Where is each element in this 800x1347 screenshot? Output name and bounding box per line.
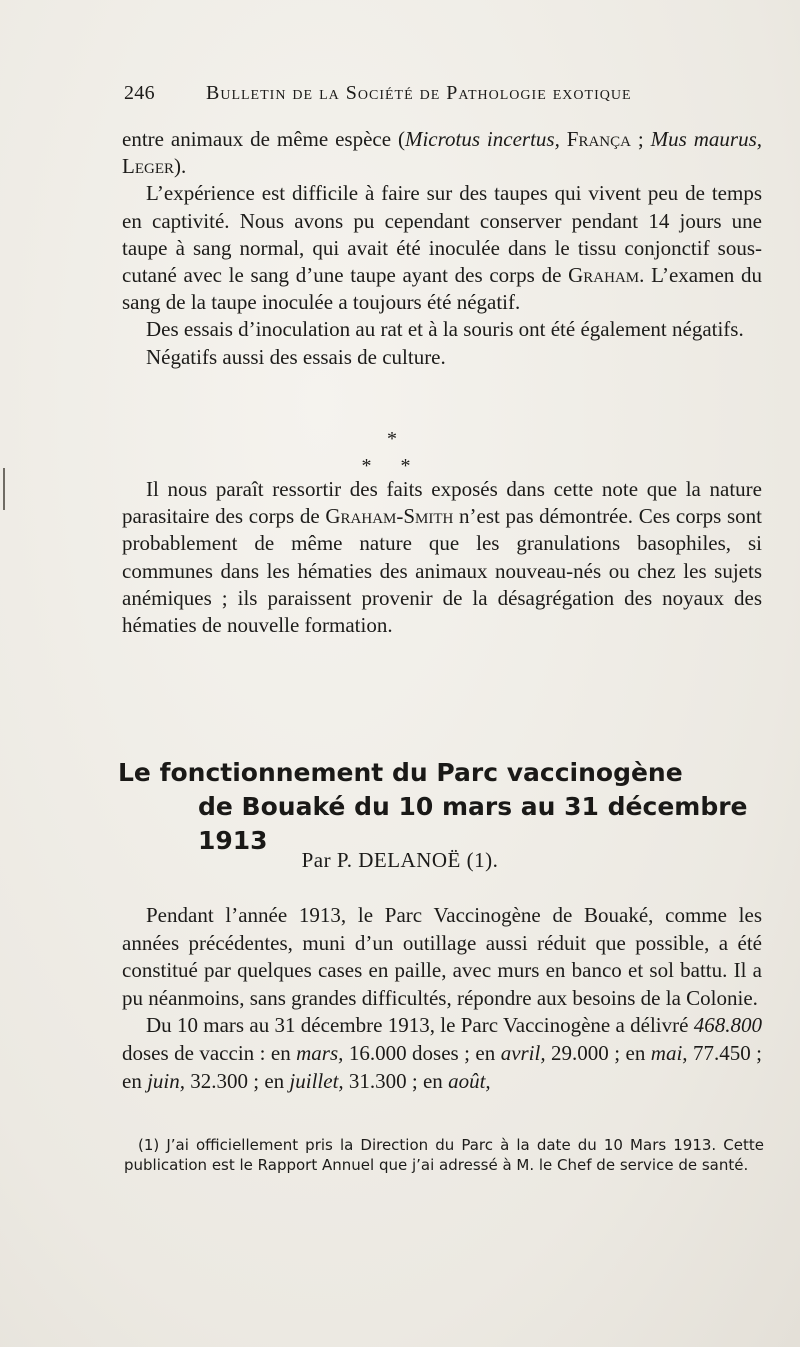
paragraph-conclusion: Il nous paraît ressortir des faits exposés dans cette note que la nature parasitaire des corps de Graham-Smith n’est pas démontrée. Ces corps sont probablement de même nature que les granulations basophiles, si communes dans les hématies des animaux nouveau-nés ou chez les sujets anémiques ; ils paraissent provenir de la désagrégation des noyaux des hématies de nouvelle formation. bbox=[122, 477, 763, 638]
author-graham-smith: Graham-Smith bbox=[325, 504, 454, 529]
paragraph-species: entre animaux de même espèce (Microtus incertus, França ; Mus maurus, Leger). bbox=[122, 127, 762, 179]
month-mars: mars, bbox=[296, 1040, 344, 1065]
paragraph-doses: Du 10 mars au 31 décembre 1913, le Parc Vaccinogène a délivré 468.800 doses de vaccin : en mars, 16.000 doses ; en avril, 29.000 ; en mai, 77.450 ; en juin, 32.300 ; en juillet, 31.300 ; en août, bbox=[122, 1013, 762, 1093]
paragraph-culture: Négatifs aussi des essais de culture. bbox=[146, 344, 446, 369]
article-title-line2: de Bouaké du 10 mars au 31 décembre 1913 bbox=[198, 792, 748, 855]
month-juillet: juillet, bbox=[289, 1068, 344, 1093]
article-title-line1: Le fonctionnement du Parc vaccinogène bbox=[118, 758, 683, 787]
footnote bbox=[124, 1136, 764, 1175]
conclusion-text bbox=[122, 476, 762, 639]
article-author: Par P. DELANOË (1). bbox=[301, 848, 499, 872]
month-mai: mai, bbox=[650, 1040, 688, 1065]
author-leger: Leger bbox=[122, 154, 174, 179]
article-title bbox=[118, 756, 778, 858]
month-aout: août, bbox=[448, 1068, 491, 1093]
month-avril: avril, bbox=[500, 1040, 546, 1065]
page-edge-mark bbox=[3, 468, 5, 510]
article-body bbox=[122, 902, 762, 1095]
running-title: Bulletin de la Société de Pathologie exotique bbox=[206, 82, 632, 104]
page-number: 246 bbox=[124, 82, 155, 104]
separator-asterisk-top: * bbox=[387, 428, 397, 450]
continued-text bbox=[122, 126, 762, 371]
separator-asterisk-bottom: * * bbox=[361, 455, 423, 477]
total-doses: 468.800 bbox=[693, 1013, 762, 1038]
paragraph-experience: L’expérience est difficile à faire sur des taupes qui vivent peu de temps en captivité. Nous avons pu cependant conserver pendant 14 jours une taupe à sang normal, qui avait été inoculée dans le tissu conjonctif sous-cutané avec le sang d’une taupe ayant des corps de Graham. L’examen du sang de la taupe inoculée a toujours été négatif. bbox=[122, 181, 762, 315]
species-microtus: Microtus incertus, bbox=[404, 127, 560, 151]
month-juin: juin, bbox=[147, 1068, 185, 1093]
footnote-text: (1) J’ai officiellement pris la Direction du Parc à la date du 10 Mars 1913. Cette publication est le Rapport Annuel que j’ai adressé à M. le Chef de service de santé. bbox=[124, 1136, 764, 1174]
paragraph-inoculation: Des essais d’inoculation au rat et à la souris ont été également négatifs. bbox=[146, 317, 744, 342]
paragraph-parc: Pendant l’année 1913, le Parc Vaccinogène de Bouaké, comme les années précédentes, muni d’un outillage aussi réduit que possible, a été constitué par quelques cases en paille, avec murs en banco et sol battu. Il a pu néanmoins, sans grandes difficultés, répondre aux besoins de la Colonie. bbox=[122, 903, 762, 1010]
author-graham: Graham bbox=[568, 263, 640, 288]
author-franca: França bbox=[566, 127, 631, 151]
species-mus: Mus maurus, bbox=[650, 127, 762, 151]
